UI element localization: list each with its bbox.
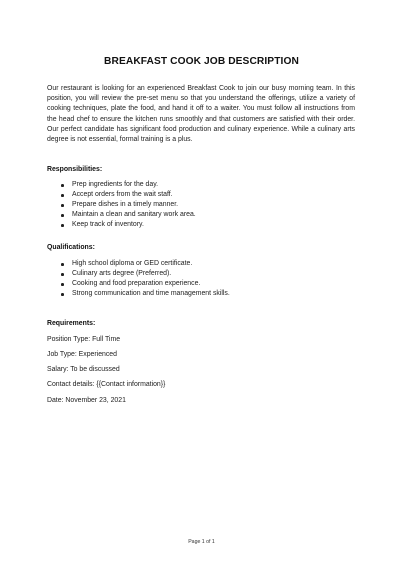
list-item-text: Strong communication and time management skills. [72, 290, 230, 298]
list-item [47, 180, 196, 190]
list-item-text: Cooking and food preparation experience. [72, 280, 201, 288]
list-item [47, 259, 230, 269]
list-item [47, 269, 230, 279]
date-line: Date: November 23, 2021 [47, 397, 126, 404]
qualifications-heading: Qualifications: [47, 244, 95, 251]
list-item-text: Culinary arts degree (Preferred). [72, 270, 172, 278]
bullet-icon [61, 194, 64, 197]
bullet-icon [61, 184, 64, 187]
list-item-text: Prepare dishes in a timely manner. [72, 201, 179, 209]
list-item [47, 210, 196, 220]
salary-line: Salary: To be discussed [47, 366, 120, 373]
bullet-icon [61, 224, 64, 227]
list-item-text: Accept orders from the wait staff. [72, 191, 173, 199]
contact-line: Contact details: {{Contact information}} [47, 381, 166, 388]
responsibilities-list [47, 180, 196, 230]
list-item-text: High school diploma or GED certificate. [72, 260, 193, 267]
page-footer: Page 1 of 1 [188, 539, 215, 545]
list-item [47, 200, 196, 210]
list-item-text: Keep track of inventory. [72, 221, 144, 229]
bullet-icon [61, 293, 64, 296]
job-type-line: Job Type: Experienced [47, 351, 117, 358]
position-type-line: Position Type: Full Time [47, 336, 121, 343]
list-item-text: Prep ingredients for the day. [72, 181, 159, 188]
list-item-text: Maintain a clean and sanitary work area. [72, 211, 196, 219]
document-title: BREAKFAST COOK JOB DESCRIPTION [104, 56, 299, 67]
bullet-icon [61, 263, 64, 266]
list-item [47, 220, 196, 230]
bullet-icon [61, 204, 64, 207]
bullet-icon [61, 273, 64, 276]
list-item [47, 190, 196, 200]
qualifications-list [47, 259, 230, 299]
bullet-icon [61, 283, 64, 286]
requirements-heading: Requirements: [47, 320, 96, 327]
list-item [47, 289, 230, 299]
intro-paragraph: Our restaurant is looking for an experienced Breakfast Cook to join our busy morning team. In this position, you will review the pre-set menu so that you understand the offerings, utilize a variety of cooking techniques, plate the food, and hand it off to a waiter. You must follow all instructions from the head chef to ensure the kitchen runs smoothly and that customers are satisfied with their order. Our perfect candidate has significant food production and culinary experience. While a culinary arts degree is not essential, formal training is a plus. [47, 85, 355, 144]
responsibilities-heading: Responsibilities: [47, 166, 103, 173]
list-item [47, 279, 230, 289]
bullet-icon [61, 214, 64, 217]
